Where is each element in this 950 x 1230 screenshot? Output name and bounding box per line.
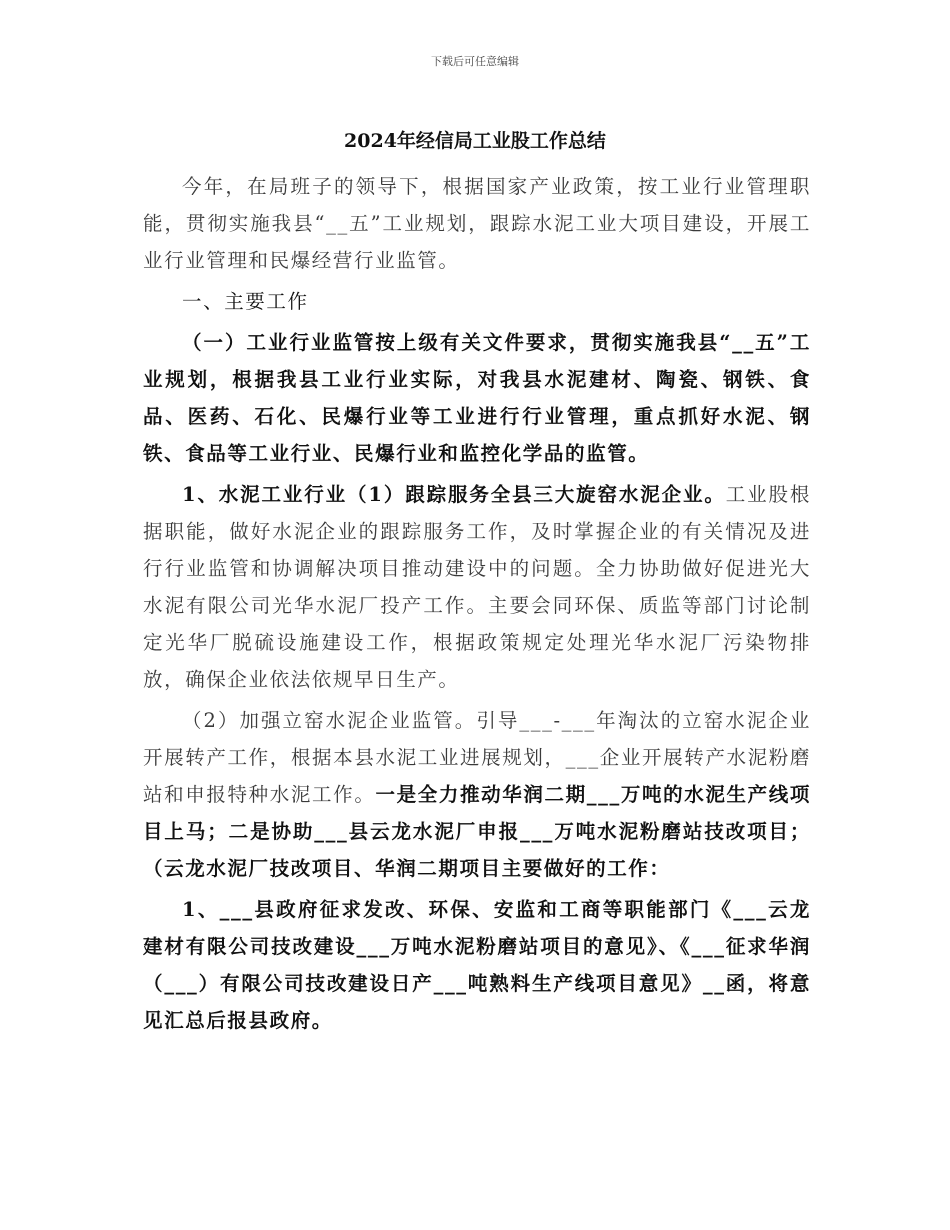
paragraph-intro: 今年，在局班子的领导下，根据国家产业政策，按工业行业管理职能，贯彻实施我县“__五”工业规划，跟踪水泥工业大项目建设，开展工业行业管理和民爆经营行业监管。 — [143, 175, 811, 272]
paragraph-vertical-kiln — [143, 702, 811, 887]
document-body — [143, 168, 811, 1043]
paragraph-industry-supervision: （一）工业行业监管按上级有关文件要求，贯彻实施我县“__五”工业规划，根据我县工业行业实际，对我县水泥建材、陶瓷、钢铁、食品、医药、石化、民爆行业等工业进行行业管理，重点抓好水泥、钢铁、食品等工业行业、民爆行业和监控化学品的监管。 — [143, 331, 811, 465]
paragraph-vertical-kiln-body: （2）加强立窑水泥企业监管。引导___-___年淘汰的立窑水泥企业开展转产工作，根据本县水泥工业进展规划，___企业开展转产水泥粉磨站和申报特种水泥工作。 — [143, 709, 811, 806]
subheading-cement-tracking: 1、水泥工业行业（1）跟踪服务全县三大旋窑水泥企业。 — [182, 483, 726, 506]
paragraph-cement-industry — [143, 476, 811, 698]
paragraph-vertical-kiln-bold: 一是全力推动华润二期___万吨的水泥生产线项目上马；二是协助___县云龙水泥厂申报___万吨水泥粉磨站技改项目；（云龙水泥厂技改项目、华润二期项目主要做好的工作： — [143, 783, 811, 880]
section-heading-main-work: 一、主要工作 — [182, 290, 309, 313]
document-title: 2024年经信局工业股工作总结 — [344, 130, 606, 152]
paragraph-cement-tracking-body: 工业股根据职能，做好水泥企业的跟踪服务工作，及时掌握企业的有关情况及进行行业监管和协调解决项目推动建设中的问题。全力协助做好促进光大水泥有限公司光华水泥厂投产工作。主要会同环保、质监等部门讨论制定光华厂脱硫设施建设工作，根据政策规定处理光华水泥厂污染物排放，确保企业依法依规早日生产。 — [143, 483, 811, 691]
paragraph-county-opinions: 1、___县政府征求发改、环保、安监和工商等职能部门《___云龙建材有限公司技改建设___万吨水泥粉磨站项目的意见》、《___征求华润（___）有限公司技改建设日产___吨熟料生产线项目意见》__函，将意见汇总后报县政府。 — [143, 898, 811, 1032]
header-note: 下载后可任意编辑 — [431, 55, 519, 68]
